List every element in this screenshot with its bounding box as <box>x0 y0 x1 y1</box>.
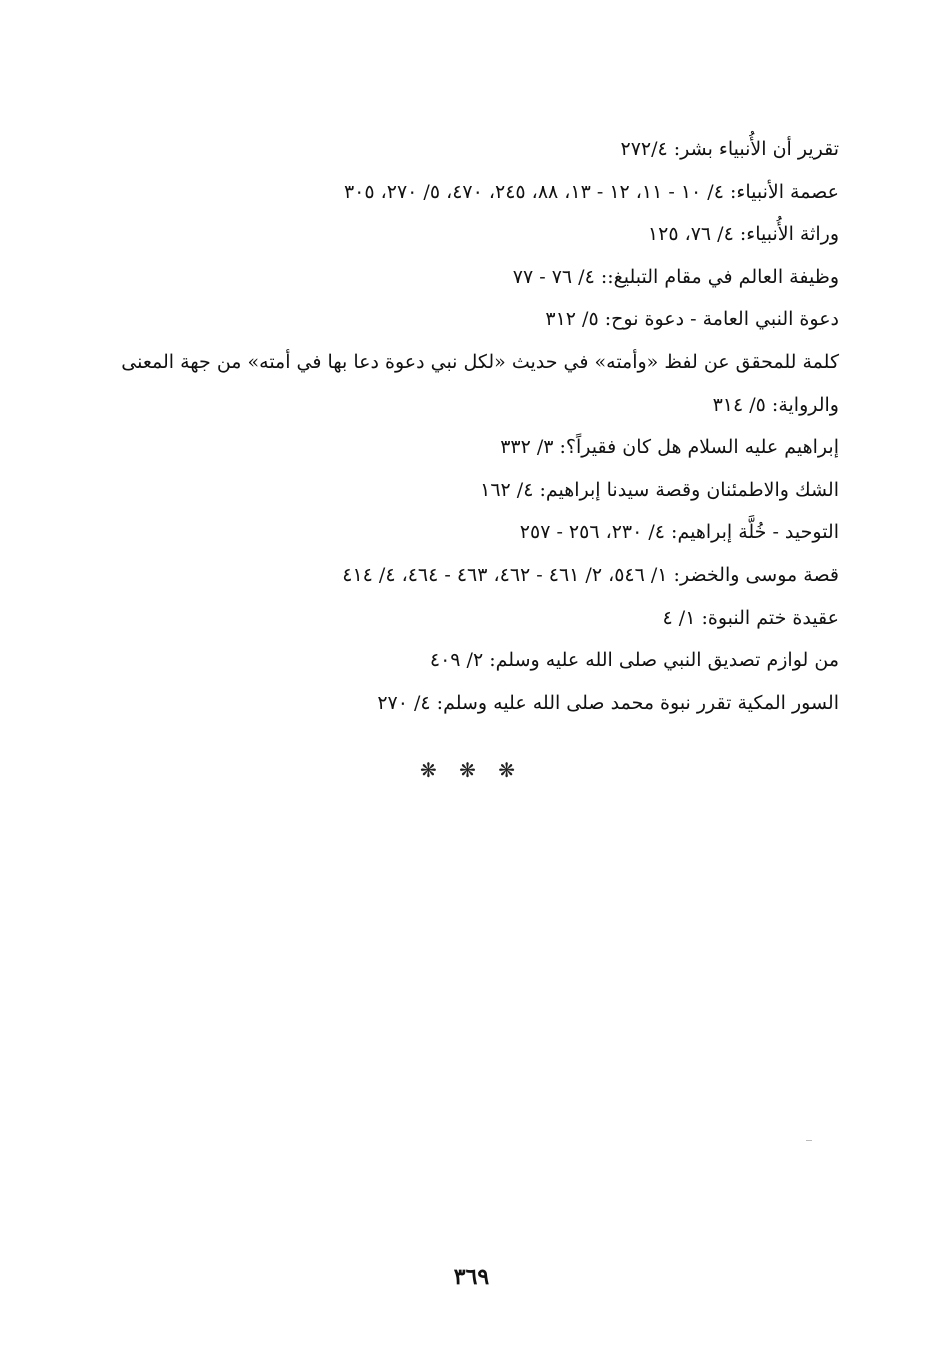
page-number: ٣٦٩ <box>453 1264 490 1290</box>
index-entry: دعوة النبي العامة - دعوة نوح: ٥/ ٣١٢ <box>545 308 839 331</box>
section-separator: ❋ ❋ ❋ <box>420 758 523 782</box>
index-entry: وراثة الأُنبياء: ٤/ ٧٦، ١٢٥ <box>647 223 839 246</box>
index-entry: إبراهيم عليه السلام هل كان فقيراً؟: ٣/ ٣٣٢ <box>500 436 839 459</box>
scan-mark <box>806 1140 812 1141</box>
index-entry: عقيدة ختم النبوة: ١/ ٤ <box>662 606 839 629</box>
index-entry: السور المكية تقرر نبوة محمد صلى الله عليه وسلم: ٤/ ٢٧٠ <box>377 691 839 714</box>
index-entry: من لوازم تصديق النبي صلى الله عليه وسلم: ٢/ ٤٠٩ <box>429 649 839 672</box>
index-entry: الشك والاطمئنان وقصة سيدنا إبراهيم: ٤/ ١٦٢ <box>480 478 839 501</box>
index-entry: كلمة للمحقق عن لفظ «وأمته» في حديث «لكل نبي دعوة دعا بها في أمته» من جهة المعنى والرواية: ٥/ ٣١٤ <box>121 350 839 416</box>
index-entry: قصة موسى والخضر: ١/ ٥٤٦، ٢/ ٤٦١ - ٤٦٢، ٤٦٣ - ٤٦٤، ٤/ ٤١٤ <box>342 563 839 586</box>
index-entry: عصمة الأنبياء: ٤/ ١٠ - ١١، ١٢ - ١٣، ٨٨، ٢٤٥، ٤٧٠، ٥/ ٢٧٠، ٣٠٥ <box>343 180 839 203</box>
index-entries <box>119 128 839 724</box>
index-entry: التوحيد - خُلَّة إبراهيم: ٤/ ٢٣٠، ٢٥٦ - ٢٥٧ <box>519 521 839 544</box>
index-entry: وظيفة العالم في مقام التبليغ:: ٤/ ٧٦ - ٧٧ <box>512 265 839 288</box>
index-entry: تقرير أن الأُنبياء بشر: ٢٧٢/٤ <box>620 138 839 160</box>
